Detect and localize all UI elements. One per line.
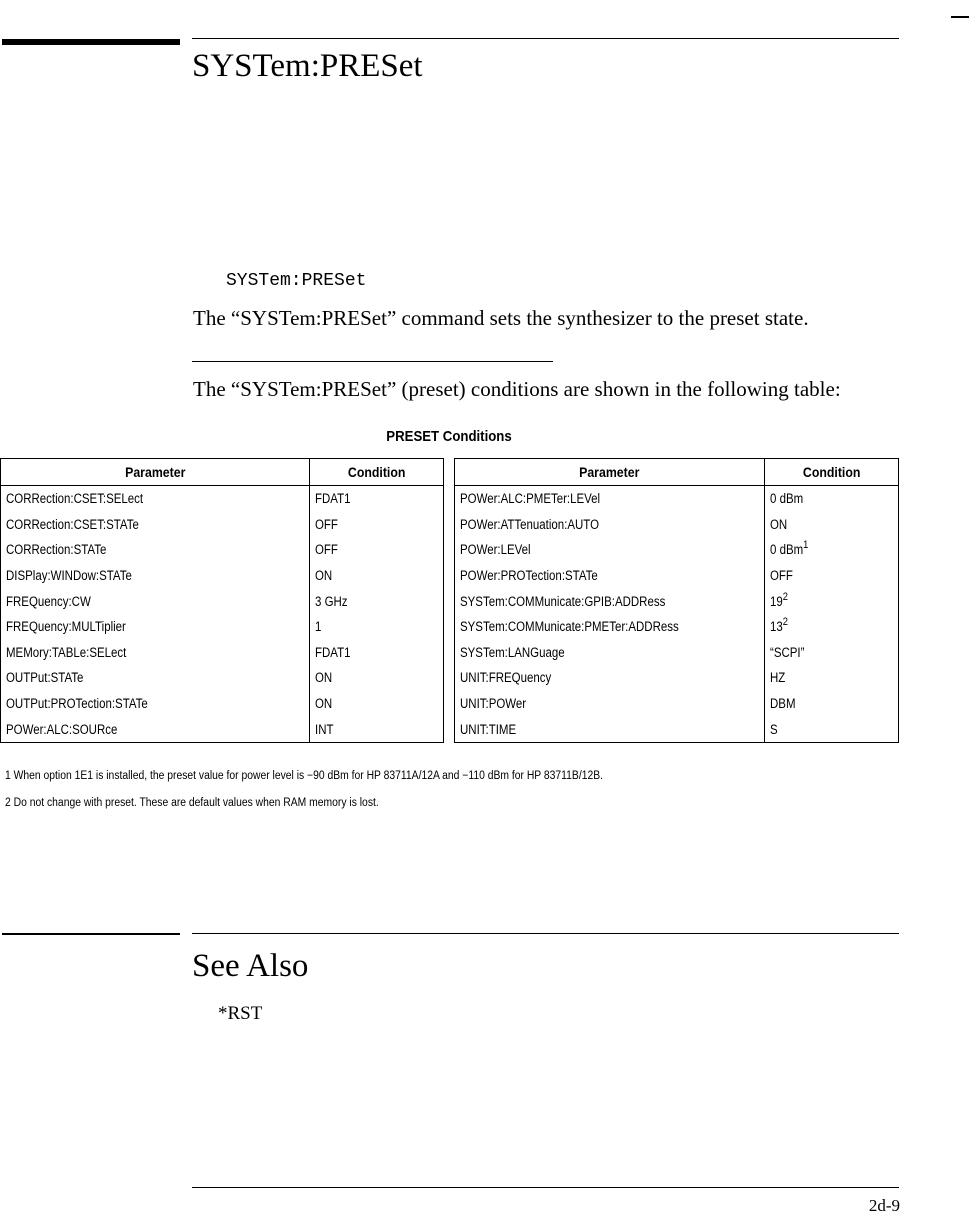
section-marker-bar bbox=[2, 39, 180, 45]
command-description: The “SYSTem:PRESet” command sets the synthesizer to the preset state. bbox=[193, 306, 809, 330]
condition-cell: “SCPI” bbox=[764, 640, 898, 666]
condition-header: Condition bbox=[764, 459, 898, 486]
see-also-title: See Also bbox=[192, 948, 309, 984]
condition-cell: OFF bbox=[764, 563, 898, 589]
condition-cell: ON bbox=[310, 665, 444, 691]
footnote-ref: 1 bbox=[802, 539, 808, 552]
table-row bbox=[455, 512, 899, 538]
command-syntax: SYSTem:PRESet bbox=[226, 271, 367, 291]
condition-cell: 3 GHz bbox=[310, 588, 444, 614]
page-number: 2d-9 bbox=[868, 1196, 900, 1215]
condition-cell: 0 dBm$^1$ bbox=[764, 537, 898, 563]
parameter-cell: SYSTem:COMMunicate:GPIB:ADDRess bbox=[455, 588, 765, 614]
footnote-1: 1 When option 1E1 is installed, the preset value for power level is −90 dBm for HP 83711A/12A and −110 dBm for HP 83711B/12B. bbox=[5, 770, 603, 782]
table-row bbox=[1, 486, 444, 512]
footnote-2: 2 Do not change with preset. These are default values when RAM memory is lost. bbox=[5, 797, 379, 809]
parameter-cell: SYSTem:LANGuage bbox=[455, 640, 765, 666]
condition-cell: ON bbox=[310, 563, 444, 589]
parameter-cell: MEMory:TABLe:SELect bbox=[1, 640, 310, 666]
parameter-cell: OUTPut:PROTection:STATe bbox=[1, 691, 310, 717]
table-row bbox=[455, 537, 899, 563]
section-marker-bar bbox=[2, 933, 180, 935]
table-row bbox=[1, 537, 444, 563]
parameter-cell: FREQuency:MULTiplier bbox=[1, 614, 310, 640]
table-row bbox=[1, 665, 444, 691]
parameter-cell: CORRection:CSET:SELect bbox=[1, 486, 310, 512]
table-row bbox=[1, 640, 444, 666]
condition-cell: FDAT1 bbox=[310, 486, 444, 512]
parameter-header: Parameter bbox=[455, 459, 765, 486]
table-row bbox=[455, 640, 899, 666]
condition-cell: ON bbox=[764, 512, 898, 538]
condition-cell: INT bbox=[310, 716, 444, 742]
parameter-cell: UNIT:TIME bbox=[455, 716, 765, 742]
preset-intro: The “SYSTem:PRESet” (preset) conditions are shown in the following table: bbox=[193, 377, 841, 401]
table-row bbox=[455, 716, 899, 742]
table-row bbox=[1, 512, 444, 538]
condition-cell: ON bbox=[310, 691, 444, 717]
condition-cell: HZ bbox=[764, 665, 898, 691]
condition-cell: 0 dBm bbox=[764, 486, 898, 512]
table-row bbox=[1, 614, 444, 640]
table-row bbox=[455, 588, 899, 614]
parameter-cell: POWer:ATTenuation:AUTO bbox=[455, 512, 765, 538]
parameter-cell: FREQuency:CW bbox=[1, 588, 310, 614]
section-title: SYSTem:PRESet bbox=[192, 48, 423, 84]
table-row bbox=[1, 588, 444, 614]
table-row bbox=[455, 665, 899, 691]
separator-rule bbox=[192, 361, 553, 362]
table-row bbox=[1, 563, 444, 589]
see-also-item: *RST bbox=[218, 1003, 263, 1024]
condition-cell: OFF bbox=[310, 512, 444, 538]
table-row bbox=[455, 691, 899, 717]
table-row bbox=[455, 614, 899, 640]
parameter-cell: UNIT:POWer bbox=[455, 691, 765, 717]
section-rule bbox=[192, 933, 899, 934]
condition-cell: S bbox=[764, 716, 898, 742]
condition-cell: $19^2$ bbox=[764, 588, 898, 614]
condition-header: Condition bbox=[310, 459, 444, 486]
table-caption: PRESET Conditions bbox=[386, 428, 512, 445]
table-row bbox=[1, 691, 444, 717]
condition-cell: DBM bbox=[764, 691, 898, 717]
preset-table-left bbox=[0, 458, 444, 743]
section-rule bbox=[192, 38, 899, 39]
condition-cell: $13^2$ bbox=[764, 614, 898, 640]
table-row bbox=[1, 716, 444, 742]
parameter-cell: UNIT:FREQuency bbox=[455, 665, 765, 691]
table-row bbox=[455, 486, 899, 512]
table-row bbox=[455, 563, 899, 589]
parameter-cell: OUTPut:STATe bbox=[1, 665, 310, 691]
parameter-cell: SYSTem:COMMunicate:PMETer:ADDRess bbox=[455, 614, 765, 640]
footnote-ref: 2 bbox=[782, 590, 788, 603]
parameter-cell: CORRection:STATe bbox=[1, 537, 310, 563]
parameter-cell: POWer:PROTection:STATe bbox=[455, 563, 765, 589]
footer-rule bbox=[192, 1187, 899, 1188]
parameter-cell: DISPlay:WINDow:STATe bbox=[1, 563, 310, 589]
condition-cell: FDAT1 bbox=[310, 640, 444, 666]
condition-cell: 1 bbox=[310, 614, 444, 640]
footnote-ref: 2 bbox=[782, 616, 788, 629]
parameter-cell: POWer:LEVel bbox=[455, 537, 765, 563]
parameter-header: Parameter bbox=[1, 459, 310, 486]
page-edge-tick bbox=[951, 16, 969, 18]
parameter-cell: CORRection:CSET:STATe bbox=[1, 512, 310, 538]
condition-cell: OFF bbox=[310, 537, 444, 563]
parameter-cell: POWer:ALC:SOURce bbox=[1, 716, 310, 742]
parameter-cell: POWer:ALC:PMETer:LEVel bbox=[455, 486, 765, 512]
preset-table-right bbox=[454, 458, 899, 743]
